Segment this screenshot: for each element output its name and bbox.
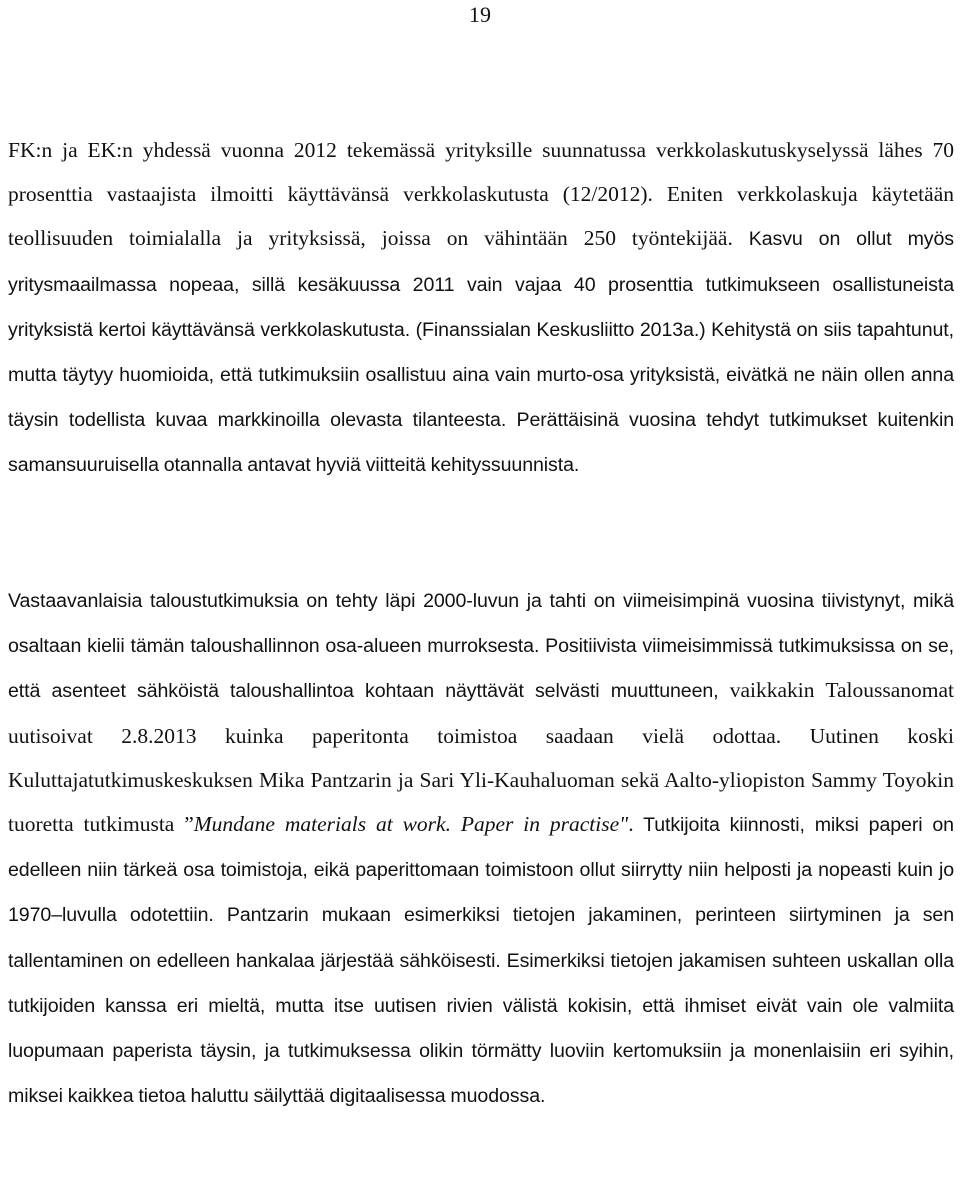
page-number: 19: [469, 2, 491, 27]
paragraph-1-sentence-2: Kasvu on ollut myös yritysmaailmassa nopeaa, sillä kesäkuussa 2011 vain vajaa 40 prosenttia tutkimukseen osallistuneista yrityksistä kertoi käyttävänsä verkkolaskutusta. (Finanssialan Keskusliitto 2013a.) Kehitystä on siis tapahtunut, mutta täytyy huomioida, että tutkimuksiin osallistuu aina vain murto-osa yrityksistä, eivätkä ne näin ollen anna täysin todellista kuvaa markkinoilla olevasta tilanteesta. Perättäisinä vuosina tehdyt tutkimukset kuitenkin samansuuruisella otannalla antavat hyviä viitteitä kehityssuunnista.: [8, 228, 954, 477]
paragraph-verkkolaskutus: [8, 128, 954, 488]
paragraph-2-sentence-2: Positiivista viimeisimmissä tutkimuksissa on se, että asenteet sähköistä taloushallintoa kohtaan näyttävät selvästi muuttuneen,: [8, 635, 955, 703]
paragraph-2-sentence-1: Vastaavanlaisia taloustutkimuksia on tehty läpi 2000-luvun ja tahti on viimeisimpinä vuosina tiivistynyt, mikä osaltaan kielii tämän taloushallinnon osa-alueen murroksesta.: [8, 590, 954, 658]
paragraph-2-sentence-9: Esimerkiksi tietojen jakamisen suhteen uskallan olla tutkijoiden kanssa eri mieltä, mutta itse uutisen rivien välistä kokisin, että ihmiset eivät vain ole valmiita luopumaan paperista täysin, ja tutkimuksessa olikin törmätty luoviin kertomuksiin ja monenlaisiin eri syihin, miksei kaikkea tietoa haluttu säilyttää digitaalisessa muodossa.: [8, 949, 954, 1108]
paragraph-2-sentence-3: vaikkakin Taloussanomat uutisoivat 2.8.2013 kuinka paperitonta toimistoa saadaan vielä odottaa.: [8, 678, 954, 748]
paragraph-1-sentence-1: FK:n ja EK:n yhdessä vuonna 2012 tekemässä yrityksille suunnatussa verkkolaskutuskyselyssä lähes 70 prosenttia vastaajista ilmoitti käyttävänsä verkkolaskutusta (12/2012). Eniten verkkolaskuja käytetään teollisuuden toimialalla ja yrityksissä, joissa on vähintään 250 työntekijää.: [8, 138, 954, 251]
study-title: Mundane materials at work. Paper in practise": [193, 812, 629, 837]
paragraph-2-sentence-7: Tutkijoita kiinnosti, miksi paperi on edelleen niin tärkeä osa toimistoja, eikä paperittomaan toimistoon ollut siirrytty niin helposti ja nopeasti kuin jo 1970–luvulla odotettiin.: [8, 814, 954, 927]
paragraph-taloustutkimukset: [8, 578, 954, 1118]
paragraph-2-sentence-8: Pantzarin mukaan esimerkiksi tietojen jakaminen, perinteen siirtyminen ja sen tallentaminen on edelleen hankalaa järjestää sähköisesti.: [8, 904, 955, 972]
study-title-period: .: [628, 812, 634, 837]
paragraph-2-sentence-4: Uutinen koski Kuluttajatutkimuskeskuksen Mika Pantzarin ja Sari Yli-Kauhaluoman sekä Aalto-yliopiston Sammy Toyokin tuoretta tutkimusta ”: [8, 723, 954, 837]
